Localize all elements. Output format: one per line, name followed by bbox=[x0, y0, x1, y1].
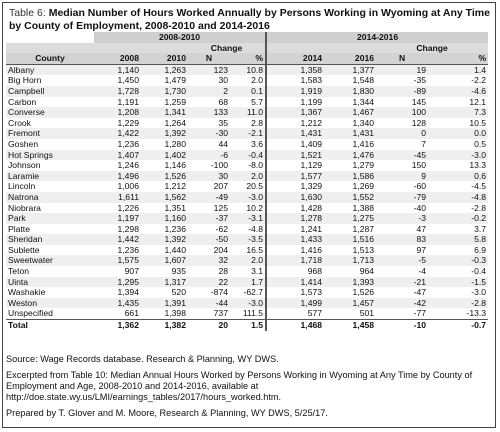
cell-y2014: 1,583 bbox=[266, 75, 324, 86]
cell-change-n-1: 207 bbox=[188, 181, 230, 192]
cell-county: Albany bbox=[6, 64, 94, 75]
cell-y2010: 1,160 bbox=[141, 213, 188, 224]
cell-change-pct-2: 13.3 bbox=[428, 160, 488, 171]
cell-y2008: 1,006 bbox=[94, 181, 141, 192]
cell-county: Converse bbox=[6, 107, 94, 118]
col-2008: 2008 bbox=[94, 53, 141, 64]
cell-change-pct-2: -3.0 bbox=[428, 287, 488, 298]
cell-change-n-2: 150 bbox=[376, 160, 428, 171]
cell-y2014: 1,919 bbox=[266, 86, 324, 97]
cell-y2016: 1,340 bbox=[324, 118, 376, 129]
cell-y2010: 1,730 bbox=[141, 86, 188, 97]
cell-change-n-2: 9 bbox=[376, 171, 428, 182]
cell-y2010: 1,351 bbox=[141, 203, 188, 214]
cell-change-n-1: 133 bbox=[188, 107, 230, 118]
cell-change-n-1: -6 bbox=[188, 150, 230, 161]
cell-y2008: 1,140 bbox=[94, 64, 141, 75]
cell-y2010: 1,562 bbox=[141, 192, 188, 203]
cell-y2008: 1,295 bbox=[94, 277, 141, 288]
cell-county: Sublette bbox=[6, 245, 94, 256]
cell-y2008: 1,191 bbox=[94, 97, 141, 108]
cell-change-pct-2: -2.8 bbox=[428, 298, 488, 309]
cell-change-pct-2: 0.5 bbox=[428, 139, 488, 150]
table-row bbox=[6, 266, 488, 277]
cell-y2008: 1,226 bbox=[94, 203, 141, 214]
cell-change-n-1: -100 bbox=[188, 160, 230, 171]
cell-y2014: 1,129 bbox=[266, 160, 324, 171]
table-row bbox=[6, 107, 488, 118]
column-header-row bbox=[6, 53, 488, 64]
cell-change-pct-1: 1.5 bbox=[230, 320, 266, 331]
cell-change-pct-1: 20.5 bbox=[230, 181, 266, 192]
cell-change-n-1: 30 bbox=[188, 75, 230, 86]
cell-change-pct-1: 5.7 bbox=[230, 97, 266, 108]
cell-y2014: 1,329 bbox=[266, 181, 324, 192]
cell-y2014: 1,212 bbox=[266, 118, 324, 129]
table-row bbox=[6, 86, 488, 97]
cell-change-n-2: -4 bbox=[376, 266, 428, 277]
cell-y2008: 1,362 bbox=[94, 320, 141, 331]
cell-change-pct-1: -3.0 bbox=[230, 192, 266, 203]
cell-y2008: 1,435 bbox=[94, 298, 141, 309]
cell-change-n-1: -874 bbox=[188, 287, 230, 298]
cell-change-n-1: -44 bbox=[188, 298, 230, 309]
cell-y2008: 1,450 bbox=[94, 75, 141, 86]
col-2014: 2014 bbox=[266, 53, 324, 64]
cell-y2016: 1,344 bbox=[324, 97, 376, 108]
total-row bbox=[6, 320, 488, 331]
cell-change-pct-1: 0.1 bbox=[230, 86, 266, 97]
cell-county: Laramie bbox=[6, 171, 94, 182]
cell-change-n-1: 123 bbox=[188, 64, 230, 75]
col-n-2: N bbox=[376, 53, 428, 64]
cell-change-pct-1: 10.8 bbox=[230, 64, 266, 75]
cell-change-n-2: 47 bbox=[376, 224, 428, 235]
cell-county: Niobrara bbox=[6, 203, 94, 214]
cell-y2008: 1,611 bbox=[94, 192, 141, 203]
cell-county: Total bbox=[6, 320, 94, 331]
cell-change-n-2: -47 bbox=[376, 287, 428, 298]
cell-change-n-1: 2 bbox=[188, 86, 230, 97]
cell-y2008: 1,442 bbox=[94, 234, 141, 245]
cell-change-n-2: -3 bbox=[376, 213, 428, 224]
cell-y2016: 1,552 bbox=[324, 192, 376, 203]
cell-change-n-2: 145 bbox=[376, 97, 428, 108]
cell-y2010: 1,402 bbox=[141, 150, 188, 161]
cell-change-pct-2: -0.3 bbox=[428, 255, 488, 266]
table-row bbox=[6, 171, 488, 182]
cell-y2010: 1,259 bbox=[141, 97, 188, 108]
table-row bbox=[6, 308, 488, 319]
change-header-2: Change bbox=[376, 43, 488, 54]
source-line: Source: Wage Records database. Research & Planning, WY DWS. bbox=[6, 354, 279, 364]
cell-change-n-2: -89 bbox=[376, 86, 428, 97]
table-row bbox=[6, 64, 488, 75]
cell-change-pct-1: 3.1 bbox=[230, 266, 266, 277]
cell-change-n-2: 83 bbox=[376, 234, 428, 245]
cell-change-pct-2: -1.5 bbox=[428, 277, 488, 288]
cell-y2014: 1,428 bbox=[266, 203, 324, 214]
cell-change-pct-1: -3.5 bbox=[230, 234, 266, 245]
cell-change-n-1: 44 bbox=[188, 139, 230, 150]
cell-y2008: 1,197 bbox=[94, 213, 141, 224]
cell-y2010: 1,392 bbox=[141, 234, 188, 245]
col-pct-1: % bbox=[230, 53, 266, 64]
cell-county: Hot Springs bbox=[6, 150, 94, 161]
cell-change-n-1: 30 bbox=[188, 171, 230, 182]
cell-y2010: 1,398 bbox=[141, 308, 188, 319]
group-2014-2016: 2014-2016 bbox=[266, 32, 488, 43]
cell-change-n-1: 204 bbox=[188, 245, 230, 256]
cell-county: Campbell bbox=[6, 86, 94, 97]
cell-y2010: 1,280 bbox=[141, 139, 188, 150]
cell-y2010: 935 bbox=[141, 266, 188, 277]
cell-county: Lincoln bbox=[6, 181, 94, 192]
cell-change-n-2: 128 bbox=[376, 118, 428, 129]
cell-y2010: 1,440 bbox=[141, 245, 188, 256]
cell-change-n-1: 20 bbox=[188, 320, 230, 331]
cell-y2016: 1,476 bbox=[324, 150, 376, 161]
cell-y2014: 1,718 bbox=[266, 255, 324, 266]
cell-y2016: 1,287 bbox=[324, 224, 376, 235]
table-row bbox=[6, 97, 488, 108]
cell-change-n-1: -37 bbox=[188, 213, 230, 224]
cell-y2016: 1,377 bbox=[324, 64, 376, 75]
cell-change-n-2: -21 bbox=[376, 277, 428, 288]
cell-change-pct-1: 111.5 bbox=[230, 308, 266, 319]
cell-change-n-2: 7 bbox=[376, 139, 428, 150]
cell-change-n-1: 32 bbox=[188, 255, 230, 266]
cell-y2014: 1,367 bbox=[266, 107, 324, 118]
cell-y2010: 1,479 bbox=[141, 75, 188, 86]
cell-county: Weston bbox=[6, 298, 94, 309]
cell-change-pct-2: -0.7 bbox=[428, 320, 488, 331]
cell-change-pct-2: -0.4 bbox=[428, 266, 488, 277]
group-header-row bbox=[6, 32, 488, 43]
cell-change-pct-2: -4.5 bbox=[428, 181, 488, 192]
cell-change-pct-1: -0.4 bbox=[230, 150, 266, 161]
cell-y2010: 1,146 bbox=[141, 160, 188, 171]
cell-y2016: 1,467 bbox=[324, 107, 376, 118]
cell-y2014: 1,577 bbox=[266, 171, 324, 182]
cell-county: Goshen bbox=[6, 139, 94, 150]
group-2008-2010: 2008-2010 bbox=[94, 32, 266, 43]
cell-change-pct-2: 7.3 bbox=[428, 107, 488, 118]
cell-y2008: 1,229 bbox=[94, 118, 141, 129]
cell-change-pct-1: -62.7 bbox=[230, 287, 266, 298]
cell-county: Uinta bbox=[6, 277, 94, 288]
cell-y2010: 1,264 bbox=[141, 118, 188, 129]
prepared-by: Prepared by T. Glover and M. Moore, Research & Planning, WY DWS, 5/25/17. bbox=[6, 408, 328, 418]
cell-y2016: 1,548 bbox=[324, 75, 376, 86]
table-row bbox=[6, 181, 488, 192]
cell-change-n-2: -10 bbox=[376, 320, 428, 331]
cell-y2014: 1,241 bbox=[266, 224, 324, 235]
table-body bbox=[6, 64, 488, 330]
cell-y2014: 1,358 bbox=[266, 64, 324, 75]
cell-change-pct-1: 2.0 bbox=[230, 255, 266, 266]
table-row bbox=[6, 287, 488, 298]
cell-change-pct-1: -3.0 bbox=[230, 298, 266, 309]
cell-y2014: 1,433 bbox=[266, 234, 324, 245]
table-row bbox=[6, 192, 488, 203]
cell-y2016: 1,830 bbox=[324, 86, 376, 97]
cell-change-pct-1: -8.0 bbox=[230, 160, 266, 171]
cell-change-n-2: -77 bbox=[376, 308, 428, 319]
table-row bbox=[6, 118, 488, 129]
cell-y2010: 1,382 bbox=[141, 320, 188, 331]
cell-change-n-1: 35 bbox=[188, 118, 230, 129]
cell-change-n-1: 22 bbox=[188, 277, 230, 288]
cell-change-pct-2: 12.1 bbox=[428, 97, 488, 108]
cell-change-pct-1: 16.5 bbox=[230, 245, 266, 256]
cell-change-pct-1: -4.8 bbox=[230, 224, 266, 235]
cell-y2008: 1,394 bbox=[94, 287, 141, 298]
cell-county: Natrona bbox=[6, 192, 94, 203]
cell-county: Carbon bbox=[6, 97, 94, 108]
cell-change-pct-2: -4.6 bbox=[428, 86, 488, 97]
table-row bbox=[6, 234, 488, 245]
table-row bbox=[6, 298, 488, 309]
cell-change-pct-2: -3.0 bbox=[428, 150, 488, 161]
cell-change-n-2: 0 bbox=[376, 128, 428, 139]
cell-county: Teton bbox=[6, 266, 94, 277]
cell-y2008: 1,236 bbox=[94, 139, 141, 150]
col-county: County bbox=[6, 53, 94, 64]
table-row bbox=[6, 150, 488, 161]
cell-y2008: 1,728 bbox=[94, 86, 141, 97]
cell-y2010: 1,391 bbox=[141, 298, 188, 309]
cell-county: Sheridan bbox=[6, 234, 94, 245]
cell-change-n-2: -35 bbox=[376, 75, 428, 86]
cell-change-n-2: 19 bbox=[376, 64, 428, 75]
cell-county: Sweetwater bbox=[6, 255, 94, 266]
table-row bbox=[6, 255, 488, 266]
cell-y2014: 968 bbox=[266, 266, 324, 277]
cell-change-pct-2: 0.0 bbox=[428, 128, 488, 139]
change-header-row bbox=[6, 43, 488, 54]
cell-change-n-1: 68 bbox=[188, 97, 230, 108]
cell-change-n-1: 28 bbox=[188, 266, 230, 277]
table-row bbox=[6, 245, 488, 256]
change-header-1: Change bbox=[188, 43, 266, 54]
cell-y2016: 964 bbox=[324, 266, 376, 277]
cell-county: Big Horn bbox=[6, 75, 94, 86]
cell-change-n-2: 97 bbox=[376, 245, 428, 256]
cell-y2014: 1,416 bbox=[266, 245, 324, 256]
source-notes bbox=[6, 354, 488, 424]
table-row bbox=[6, 160, 488, 171]
cell-y2016: 1,393 bbox=[324, 277, 376, 288]
cell-change-pct-2: 3.7 bbox=[428, 224, 488, 235]
cell-y2016: 1,586 bbox=[324, 171, 376, 182]
cell-y2008: 907 bbox=[94, 266, 141, 277]
table-row bbox=[6, 128, 488, 139]
cell-change-pct-2: 0.6 bbox=[428, 171, 488, 182]
cell-y2016: 1,269 bbox=[324, 181, 376, 192]
cell-y2014: 1,278 bbox=[266, 213, 324, 224]
cell-county: Unspecified bbox=[6, 308, 94, 319]
cell-county: Washakie bbox=[6, 287, 94, 298]
cell-y2008: 1,575 bbox=[94, 255, 141, 266]
cell-y2008: 1,422 bbox=[94, 128, 141, 139]
cell-change-pct-1: 1.7 bbox=[230, 277, 266, 288]
cell-county: Crook bbox=[6, 118, 94, 129]
cell-change-n-2: -40 bbox=[376, 203, 428, 214]
col-2010: 2010 bbox=[141, 53, 188, 64]
table-title bbox=[9, 7, 491, 32]
cell-y2016: 1,388 bbox=[324, 203, 376, 214]
cell-y2014: 1,630 bbox=[266, 192, 324, 203]
cell-y2014: 577 bbox=[266, 308, 324, 319]
cell-change-pct-1: 11.0 bbox=[230, 107, 266, 118]
cell-y2016: 1,458 bbox=[324, 320, 376, 331]
cell-change-pct-1: 10.2 bbox=[230, 203, 266, 214]
cell-y2008: 1,208 bbox=[94, 107, 141, 118]
cell-change-pct-1: -2.1 bbox=[230, 128, 266, 139]
cell-y2014: 1,521 bbox=[266, 150, 324, 161]
cell-y2014: 1,431 bbox=[266, 128, 324, 139]
col-2016: 2016 bbox=[324, 53, 376, 64]
cell-change-pct-1: -3.1 bbox=[230, 213, 266, 224]
cell-y2008: 1,407 bbox=[94, 150, 141, 161]
cell-y2016: 1,513 bbox=[324, 245, 376, 256]
cell-change-pct-2: -0.2 bbox=[428, 213, 488, 224]
cell-y2014: 1,409 bbox=[266, 139, 324, 150]
cell-change-pct-1: 2.0 bbox=[230, 171, 266, 182]
cell-change-pct-2: -13.3 bbox=[428, 308, 488, 319]
cell-y2016: 1,431 bbox=[324, 128, 376, 139]
cell-y2016: 501 bbox=[324, 308, 376, 319]
table-row bbox=[6, 277, 488, 288]
cell-y2016: 1,279 bbox=[324, 160, 376, 171]
cell-y2010: 1,236 bbox=[141, 224, 188, 235]
cell-y2014: 1,414 bbox=[266, 277, 324, 288]
cell-change-n-1: -50 bbox=[188, 234, 230, 245]
table-row bbox=[6, 213, 488, 224]
cell-change-pct-2: -4.8 bbox=[428, 192, 488, 203]
col-pct-2: % bbox=[428, 53, 488, 64]
cell-change-pct-2: 5.8 bbox=[428, 234, 488, 245]
cell-change-n-2: -42 bbox=[376, 298, 428, 309]
cell-y2010: 1,317 bbox=[141, 277, 188, 288]
cell-change-n-1: -30 bbox=[188, 128, 230, 139]
cell-y2010: 1,607 bbox=[141, 255, 188, 266]
cell-county: Fremont bbox=[6, 128, 94, 139]
table-row bbox=[6, 75, 488, 86]
cell-change-pct-2: 6.9 bbox=[428, 245, 488, 256]
cell-county: Park bbox=[6, 213, 94, 224]
cell-county: Platte bbox=[6, 224, 94, 235]
cell-change-n-1: -62 bbox=[188, 224, 230, 235]
cell-y2010: 520 bbox=[141, 287, 188, 298]
cell-change-n-2: -45 bbox=[376, 150, 428, 161]
cell-y2016: 1,713 bbox=[324, 255, 376, 266]
cell-y2008: 1,298 bbox=[94, 224, 141, 235]
cell-y2010: 1,341 bbox=[141, 107, 188, 118]
cell-y2014: 1,499 bbox=[266, 298, 324, 309]
cell-change-n-1: 737 bbox=[188, 308, 230, 319]
cell-y2008: 1,496 bbox=[94, 171, 141, 182]
cell-y2008: 1,246 bbox=[94, 160, 141, 171]
col-n-1: N bbox=[188, 53, 230, 64]
cell-y2010: 1,263 bbox=[141, 64, 188, 75]
table-row bbox=[6, 139, 488, 150]
cell-y2016: 1,516 bbox=[324, 234, 376, 245]
cell-y2008: 661 bbox=[94, 308, 141, 319]
cell-change-pct-2: 1.4 bbox=[428, 64, 488, 75]
table-row bbox=[6, 203, 488, 214]
cell-y2010: 1,212 bbox=[141, 181, 188, 192]
cell-y2014: 1,199 bbox=[266, 97, 324, 108]
cell-change-n-2: 100 bbox=[376, 107, 428, 118]
hours-table bbox=[6, 32, 488, 331]
cell-y2016: 1,526 bbox=[324, 287, 376, 298]
cell-county: Johnson bbox=[6, 160, 94, 171]
cell-change-n-2: -5 bbox=[376, 255, 428, 266]
cell-change-pct-1: 2.0 bbox=[230, 75, 266, 86]
cell-y2014: 1,468 bbox=[266, 320, 324, 331]
cell-y2016: 1,416 bbox=[324, 139, 376, 150]
cell-y2010: 1,526 bbox=[141, 171, 188, 182]
cell-change-n-2: -79 bbox=[376, 192, 428, 203]
cell-y2010: 1,392 bbox=[141, 128, 188, 139]
cell-change-n-2: -60 bbox=[376, 181, 428, 192]
cell-change-pct-1: 3.6 bbox=[230, 139, 266, 150]
cell-change-pct-1: 2.8 bbox=[230, 118, 266, 129]
cell-y2014: 1,573 bbox=[266, 287, 324, 298]
cell-y2008: 1,236 bbox=[94, 245, 141, 256]
cell-y2016: 1,275 bbox=[324, 213, 376, 224]
table-number: Table 6: bbox=[9, 7, 46, 19]
cell-y2016: 1,457 bbox=[324, 298, 376, 309]
table-title-text: Median Number of Hours Worked Annually by Persons Working in Wyoming at Any Time by County of Employment, 2008-2010 and 2014-2016 bbox=[9, 7, 490, 32]
cell-change-pct-2: 10.5 bbox=[428, 118, 488, 129]
cell-change-pct-2: -2.2 bbox=[428, 75, 488, 86]
excerpt-note: Excerpted from Table 10: Median Annual Hours Worked by Persons Working in Wyoming at Any Time by County of Employment and Age, 2008-2010 and 2014-2016, available at http://doe.state.wy.us/LMI/earnings_tables/2017/hours_worked.htm. bbox=[6, 370, 473, 402]
cell-change-n-1: 125 bbox=[188, 203, 230, 214]
cell-change-pct-2: -2.8 bbox=[428, 203, 488, 214]
table-row bbox=[6, 224, 488, 235]
cell-change-n-1: -49 bbox=[188, 192, 230, 203]
